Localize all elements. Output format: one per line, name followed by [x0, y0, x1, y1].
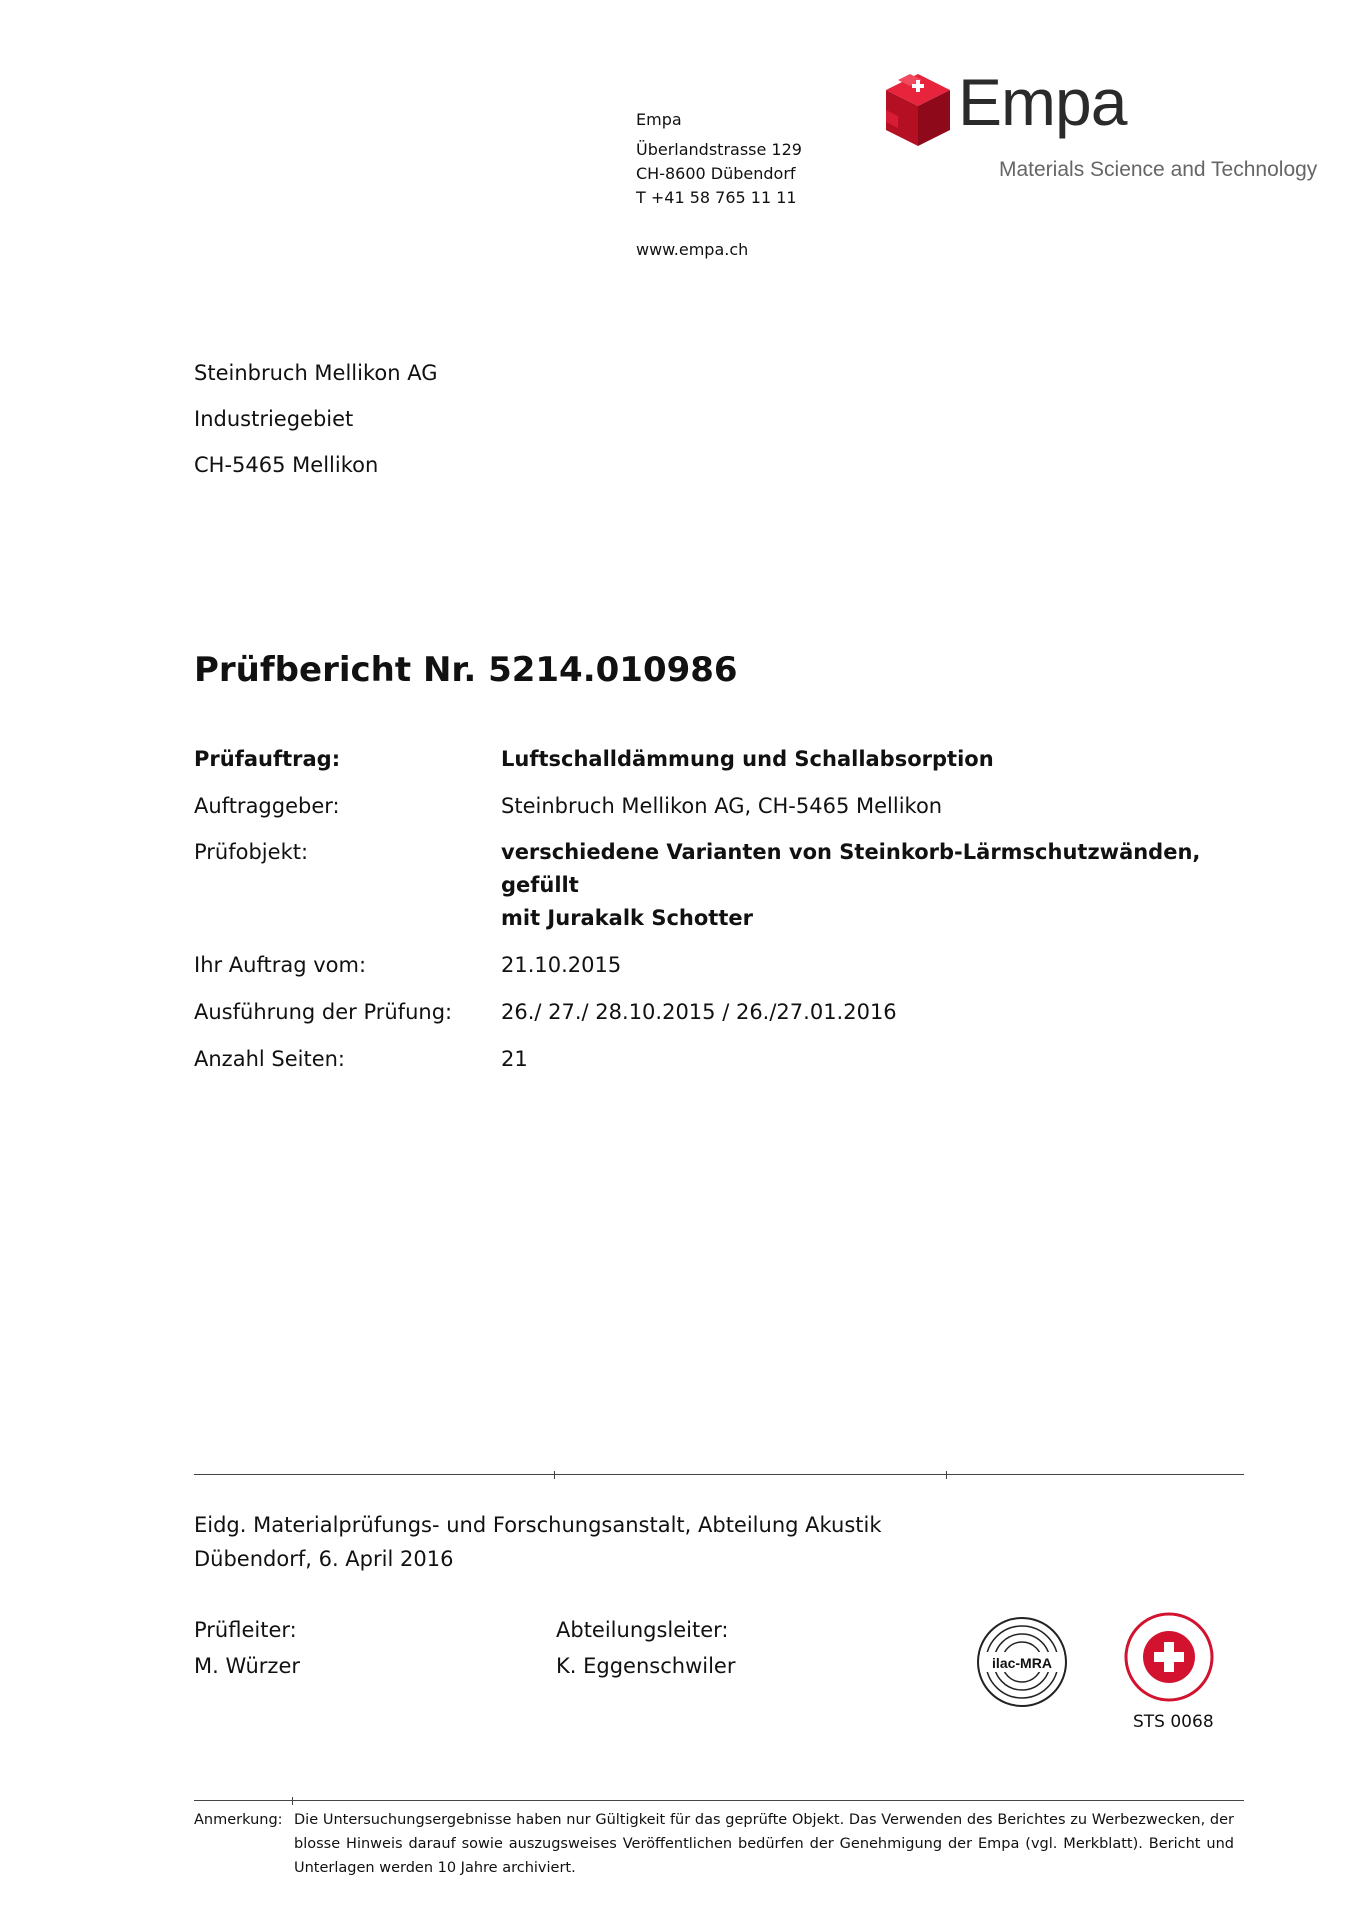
info-row-auftraggeber	[194, 789, 1244, 823]
institution-block	[194, 1508, 882, 1576]
sender-street: Überlandstrasse 129	[636, 140, 802, 159]
logo-tagline: Materials Science and Technology	[999, 158, 1318, 181]
svg-text:ilac-MRA: ilac-MRA	[992, 1655, 1052, 1671]
info-label: Prüfobjekt:	[194, 840, 309, 864]
info-label: Prüfauftrag:	[194, 747, 341, 771]
info-value: Luftschalldämmung und Schallabsorption	[501, 747, 994, 771]
sender-phone: T +41 58 765 11 11	[636, 188, 797, 207]
institution-name: Eidg. Materialprüfungs- und Forschungsanstalt, Abteilung Akustik	[194, 1513, 882, 1537]
signature-pruefleiter	[194, 1612, 300, 1684]
sender-web: www.empa.ch	[636, 240, 749, 259]
sender-name: Empa	[636, 110, 682, 129]
info-row-seiten	[194, 1042, 1244, 1076]
info-value: 26./ 27./ 28.10.2015 / 26./27.01.2016	[501, 1000, 897, 1024]
info-row-pruefobjekt	[194, 836, 1244, 935]
signature-label: Prüfleiter:	[194, 1618, 297, 1642]
recipient-line3: CH-5465 Mellikon	[194, 453, 379, 477]
sender-city: CH-8600 Dübendorf	[636, 164, 796, 183]
signature-abteilungsleiter	[556, 1612, 735, 1684]
info-value	[501, 836, 1244, 935]
info-label: Auftraggeber:	[194, 794, 340, 818]
note-label: Anmerkung:	[194, 1812, 283, 1828]
recipient-address	[194, 350, 438, 488]
footer-separator	[194, 1800, 1244, 1801]
place-date: Dübendorf, 6. April 2016	[194, 1547, 454, 1571]
report-info-table	[194, 742, 1244, 1089]
logo-name: Empa	[958, 65, 1127, 139]
recipient-line1: Steinbruch Mellikon AG	[194, 361, 438, 385]
signature-label: Abteilungsleiter:	[556, 1618, 729, 1642]
info-row-ausfuehrung	[194, 995, 1244, 1029]
separator-line	[194, 1474, 1244, 1475]
info-label: Ihr Auftrag vom:	[194, 953, 367, 977]
info-label: Anzahl Seiten:	[194, 1047, 346, 1071]
recipient-line2: Industriegebiet	[194, 407, 354, 431]
signature-name: K. Eggenschwiler	[556, 1654, 736, 1678]
swiss-accreditation-seal	[1124, 1612, 1214, 1702]
empa-cube-icon	[878, 70, 958, 150]
sts-code: STS 0068	[1133, 1712, 1214, 1732]
report-title: Prüfbericht Nr. 5214.010986	[194, 650, 738, 690]
ilac-mra-seal	[976, 1616, 1068, 1708]
info-value-line: verschiedene Varianten von Steinkorb-Lärmschutzwänden, gefüllt	[501, 840, 1201, 897]
info-value: 21.10.2015	[501, 953, 622, 977]
swiss-cross-icon	[1124, 1612, 1214, 1702]
info-value-line: mit Jurakalk Schotter	[501, 906, 753, 930]
ilac-mra-icon	[976, 1616, 1068, 1708]
note-text: Die Untersuchungsergebnisse haben nur Gültigkeit für das geprüfte Objekt. Das Verwenden des Berichtes zu Werbezwecken, der blosse Hinweis darauf sowie auszugsweises Veröffentlichen bedürfen der Genehmigung der Empa (vgl. Merkblatt). Bericht und Unterlagen werden 10 Jahre archiviert.	[294, 1812, 1234, 1876]
info-label: Ausführung der Prüfung:	[194, 1000, 453, 1024]
sender-address	[636, 108, 802, 262]
signature-name: M. Würzer	[194, 1654, 301, 1678]
info-row-pruefauftrag	[194, 742, 1244, 776]
info-value: 21	[501, 1047, 528, 1071]
footer-note	[194, 1808, 1234, 1880]
info-value: Steinbruch Mellikon AG, CH-5465 Mellikon	[501, 794, 943, 818]
info-row-auftrag-vom	[194, 948, 1244, 982]
empa-logo	[878, 65, 1318, 190]
